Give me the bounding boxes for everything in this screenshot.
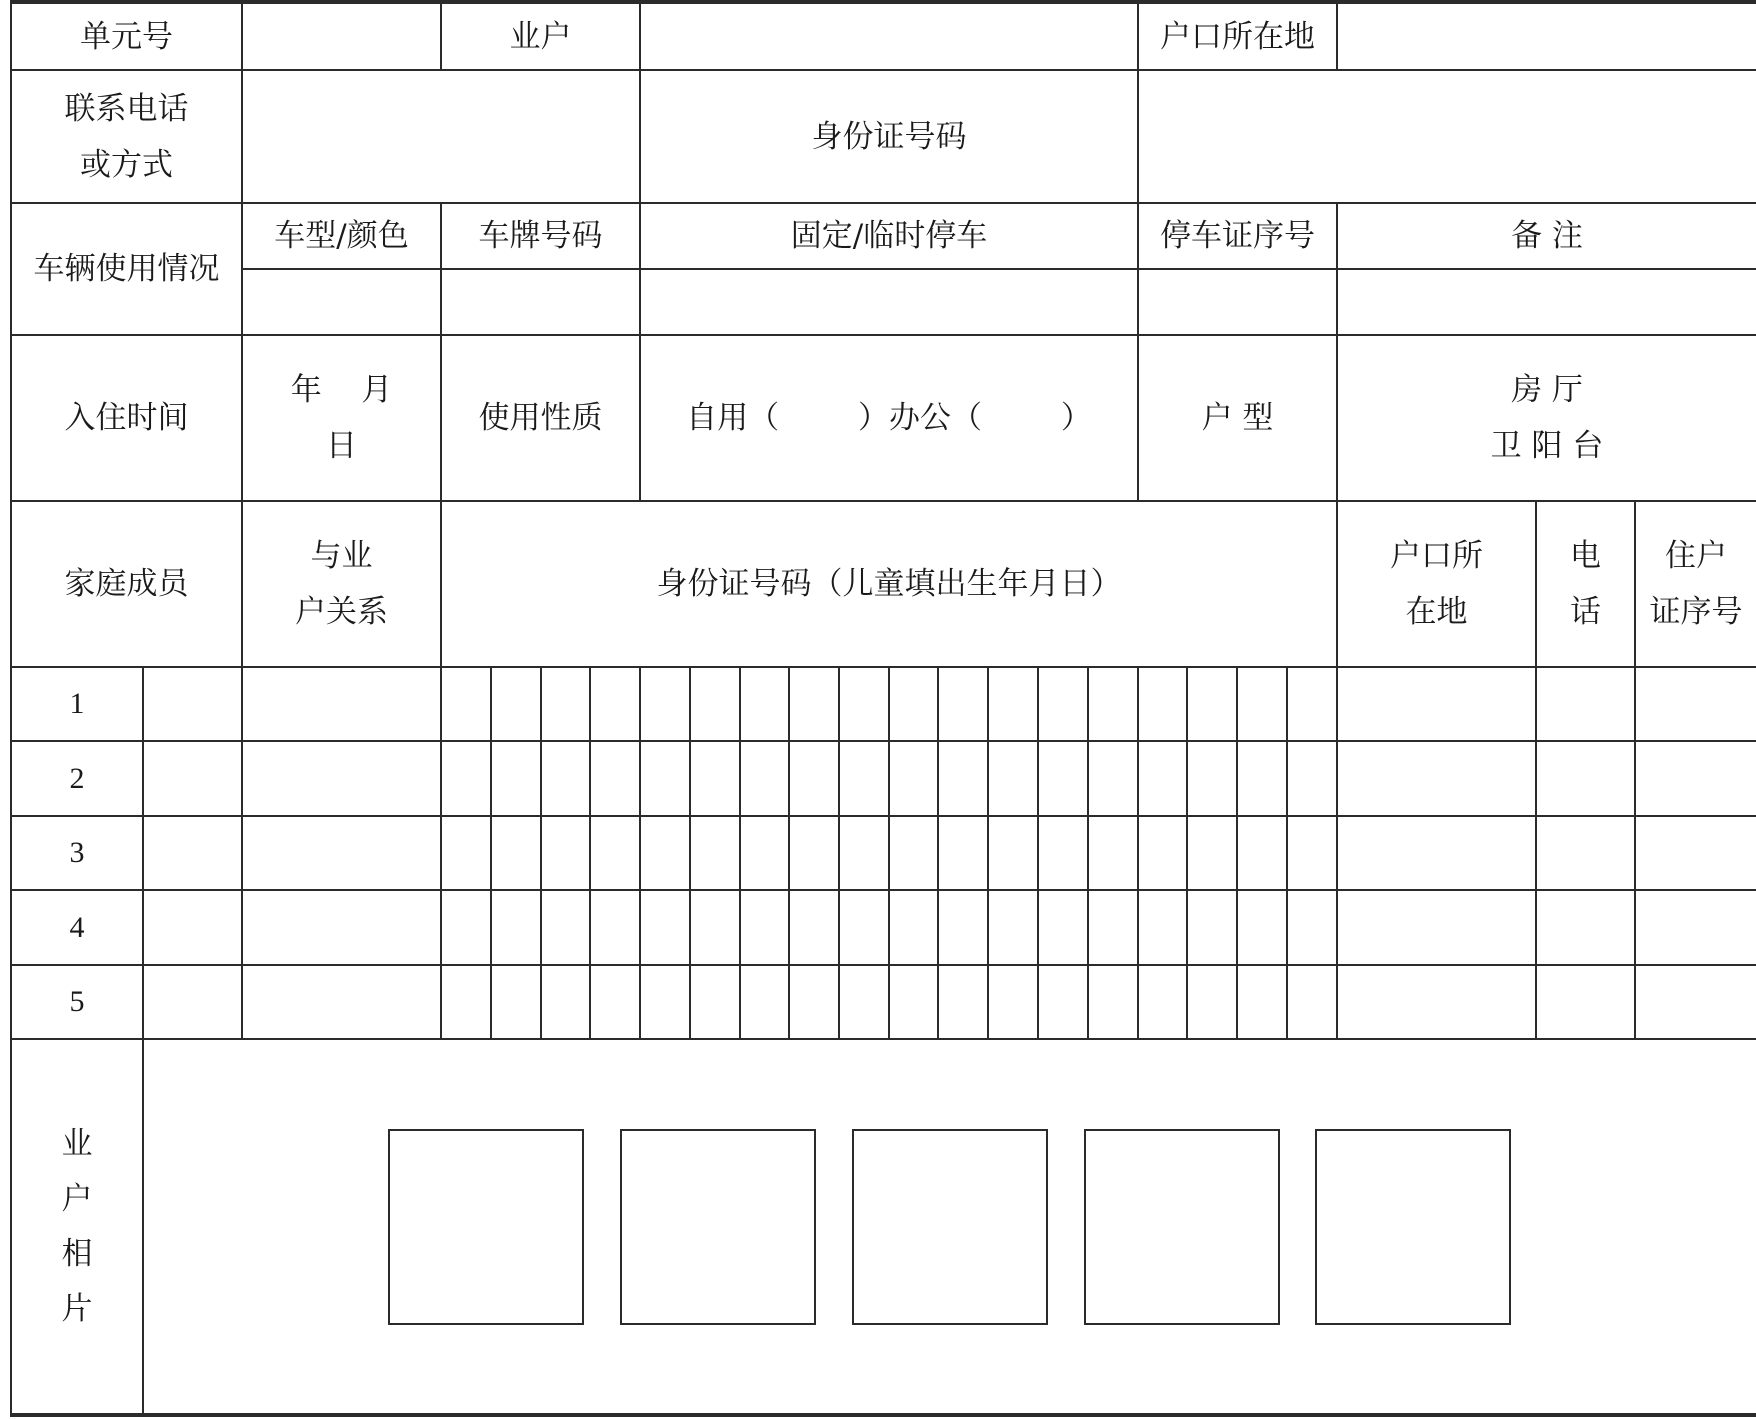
plate-number-header: 车牌号码 bbox=[478, 218, 603, 254]
family-members-label: 家庭成员 bbox=[64, 566, 189, 602]
contact-label: 联系电话 或方式 bbox=[64, 90, 189, 183]
id-digit-divider bbox=[1186, 666, 1188, 1040]
id-digit-divider bbox=[838, 666, 840, 1040]
row-divider bbox=[10, 1038, 1756, 1040]
move-in-date-label: 入住时间 bbox=[64, 400, 189, 436]
id-digit-divider bbox=[540, 666, 542, 1040]
plate-number-field[interactable] bbox=[442, 270, 639, 334]
owner-field[interactable] bbox=[641, 4, 1137, 69]
parking-type-field[interactable] bbox=[641, 270, 1137, 334]
remarks-field[interactable] bbox=[1338, 270, 1756, 334]
owner-photos-label: 业 户 相 片 bbox=[61, 1125, 93, 1327]
vehicle-section-label: 车辆使用情况 bbox=[33, 251, 220, 287]
row-divider bbox=[10, 740, 1756, 742]
member-id-header: 身份证号码（儿童填出生年月日） bbox=[656, 566, 1122, 602]
photo-box[interactable] bbox=[620, 1129, 816, 1325]
id-digit-divider bbox=[589, 666, 591, 1040]
id-digit-divider bbox=[888, 666, 890, 1040]
id-digit-divider bbox=[1236, 666, 1238, 1040]
owner-id-label: 身份证号码 bbox=[811, 118, 967, 155]
family-row-number: 1 bbox=[69, 687, 85, 720]
vehicle-type-color-field[interactable] bbox=[243, 270, 440, 334]
unit-layout-field[interactable]: 房 厅 卫 阳 台 bbox=[1490, 372, 1604, 464]
id-digit-divider bbox=[1286, 666, 1288, 1040]
vehicle-type-color-header: 车型/颜色 bbox=[274, 218, 409, 254]
row-divider bbox=[10, 964, 1756, 966]
photo-box[interactable] bbox=[388, 1129, 584, 1325]
parking-type-header: 固定/临时停车 bbox=[790, 218, 988, 254]
id-digit-divider bbox=[1137, 666, 1139, 1040]
id-digit-divider bbox=[1087, 666, 1089, 1040]
owner-id-field[interactable] bbox=[1139, 71, 1756, 202]
id-digit-divider bbox=[639, 666, 641, 1040]
hukou-field[interactable] bbox=[1338, 4, 1756, 69]
id-digit-divider bbox=[689, 666, 691, 1040]
id-digit-divider bbox=[490, 666, 492, 1040]
row-divider bbox=[10, 666, 1756, 668]
move-in-date-field[interactable]: 年 月 日 bbox=[290, 372, 393, 464]
remarks-header: 备 注 bbox=[1511, 218, 1583, 254]
owner-label: 业户 bbox=[509, 18, 572, 55]
unit-number-label: 单元号 bbox=[80, 18, 173, 55]
family-row-number: 2 bbox=[69, 761, 85, 795]
contact-field[interactable] bbox=[243, 71, 639, 202]
photo-box[interactable] bbox=[1084, 1129, 1280, 1325]
column-divider bbox=[142, 666, 144, 1417]
unit-layout-label: 户 型 bbox=[1201, 400, 1274, 436]
photo-box[interactable] bbox=[1315, 1129, 1511, 1325]
id-digit-divider bbox=[987, 666, 989, 1040]
family-row-number: 4 bbox=[69, 910, 85, 944]
row-divider bbox=[10, 889, 1756, 891]
parking-permit-field[interactable] bbox=[1139, 270, 1336, 334]
id-digit-divider bbox=[937, 666, 939, 1040]
resident-permit-header: 住户 证序号 bbox=[1649, 538, 1743, 630]
parking-permit-header: 停车证序号 bbox=[1160, 218, 1315, 254]
relation-header: 与业 户关系 bbox=[295, 538, 388, 630]
member-phone-header: 电 话 bbox=[1570, 538, 1601, 630]
family-row-number: 5 bbox=[69, 985, 85, 1018]
unit-number-field[interactable] bbox=[243, 4, 440, 69]
usage-type-options[interactable]: 自用（ ）办公（ ） bbox=[686, 400, 1092, 436]
id-digit-divider bbox=[788, 666, 790, 1040]
usage-type-label: 使用性质 bbox=[478, 400, 603, 436]
id-digit-divider bbox=[1037, 666, 1039, 1040]
id-digit-divider bbox=[739, 666, 741, 1040]
hukou-label: 户口所在地 bbox=[1160, 18, 1315, 55]
table-bottom-border bbox=[10, 1413, 1756, 1417]
row-divider bbox=[10, 815, 1756, 817]
family-row-number: 3 bbox=[69, 836, 85, 869]
photo-box[interactable] bbox=[852, 1129, 1048, 1325]
member-hukou-header: 户口所 在地 bbox=[1390, 538, 1483, 630]
